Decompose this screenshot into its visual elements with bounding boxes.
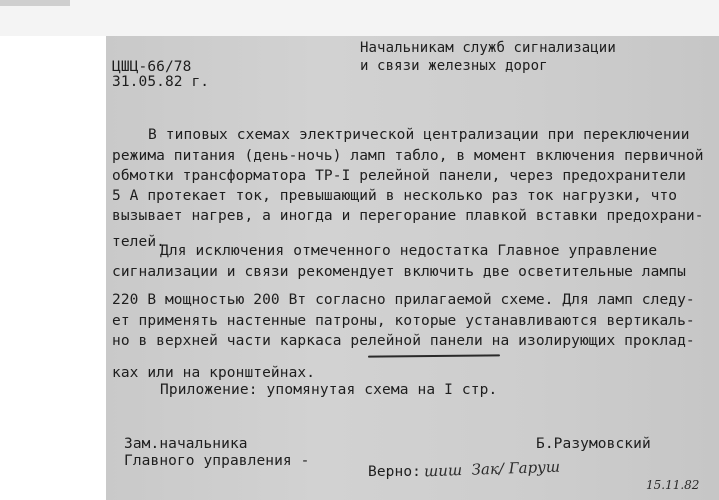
signer-title-line-2: Главного управления - xyxy=(124,453,310,469)
addressee-line-2: и связи железных дорог xyxy=(360,58,548,74)
addressee-line-1: Начальникам служб сигнализации xyxy=(360,40,616,56)
body-line: ет применять настенные патроны, которые устанавливаются вертикаль- xyxy=(112,313,695,329)
signer-title-line-1: Зам.начальника xyxy=(124,436,248,452)
body-line: сигнализации и связи рекомендует включить две осветительные лампы xyxy=(112,264,686,280)
signer-name: Б.Разумовский xyxy=(536,436,651,452)
scan-margin xyxy=(0,0,719,36)
body-line: В типовых схемах электрической централизации при переключении xyxy=(148,127,690,143)
ref-number: ЦШЦ-66/78 xyxy=(112,59,192,75)
certification-label: Верно: xyxy=(368,464,421,480)
body-line: режима питания (день-ночь) ламп табло, в момент включения первичной xyxy=(112,148,704,164)
scan-edge-mark xyxy=(0,0,70,6)
body-line: 220 В мощностью 200 Вт согласно прилагаемой схеме. Для ламп следу- xyxy=(112,292,695,308)
document-date: 31.05.82 г. xyxy=(112,74,210,90)
body-line: вызывает нагрев, а иногда и перегорание плавкой вставки предохрани- xyxy=(112,208,704,224)
attachment-line: Приложение: упомянутая схема на I стр. xyxy=(160,382,498,398)
body-line: 5 А протекает ток, превышающий в несколько раз ток нагрузки, что xyxy=(112,188,678,204)
body-line: обмотки трансформатора ТР-I релейной панели, через предохранители xyxy=(112,168,686,184)
document-page xyxy=(106,36,719,500)
body-line: телей. xyxy=(112,234,165,250)
body-line: Для исключения отмеченного недостатка Главное управление xyxy=(160,243,658,259)
handwritten-underline xyxy=(368,354,500,357)
body-line: ках или на кронштейнах. xyxy=(112,365,316,381)
body-line: но в верхней части каркаса релейной панели на изолирующих проклад- xyxy=(112,333,695,349)
handwritten-signature: шиш Зак/ Гаруш xyxy=(423,457,561,481)
handwritten-date: 15.11.82 xyxy=(646,478,700,492)
